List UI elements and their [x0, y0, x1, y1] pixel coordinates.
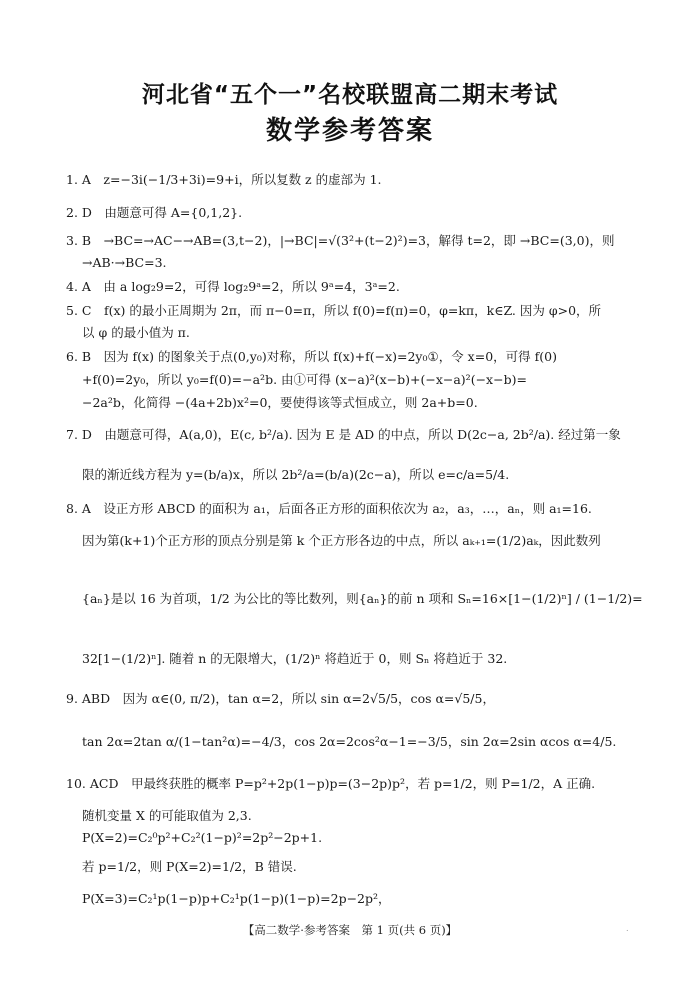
answer-line: 10. ACD 甲最终获胜的概率 P=p²+2p(1−p)p=(3−2p)p²，若 p=1/2，则 P=1/2，A 正确. [66, 776, 596, 791]
answer-line: 1. A z=−3i(−1/3+3i)=9+i，所以复数 z 的虚部为 1. [66, 172, 382, 187]
answer-line: →AB·→BC=3. [82, 255, 167, 270]
answer-line: 4. A 由 a log₂9=2，可得 log₂9ᵃ=2，所以 9ᵃ=4，3ᵃ=2. [66, 279, 400, 294]
answer-line: 5. C f(x) 的最小正周期为 2π，而 π−0=π，所以 f(0)=f(π)=0，φ=kπ，k∈Z. 因为 φ>0，所 [66, 303, 602, 318]
answer-line: 7. D 由题意可得，A(a,0)，E(c, b²/a). 因为 E 是 AD 的中点，所以 D(2c−a, 2b²/a). 经过第一象 [66, 427, 621, 442]
answer-line: tan 2α=2tan α/(1−tan²α)=−4/3，cos 2α=2cos²α−1=−3/5，sin 2α=2sin αcos α=4/5. [82, 734, 617, 749]
answer-line: +f(0)=2y₀，所以 y₀=f(0)=−a²b. 由①可得 (x−a)²(x−b)+(−x−a)²(−x−b)= [82, 372, 527, 387]
answer-line: 6. B 因为 f(x) 的图象关于点(0,y₀)对称，所以 f(x)+f(−x)=2y₀①，令 x=0，可得 f(0) [66, 349, 557, 364]
answer-line: P(X=3)=C₂¹p(1−p)p+C₂¹p(1−p)(1−p)=2p−2p²， [82, 891, 391, 906]
answer-line: P(X=2)=C₂⁰p²+C₂²(1−p)²=2p²−2p+1. [82, 830, 323, 845]
answer-line: {aₙ}是以 16 为首项，1/2 为公比的等比数列，则{aₙ}的前 n 项和 Sₙ=16×[1−(1/2)ⁿ] / (1−1/2)= [82, 591, 643, 606]
answer-line: 随机变量 X 的可能取值为 2,3. [82, 808, 252, 823]
answer-line: 限的渐近线方程为 y=(b/a)x，所以 2b²/a=(b/a)(2c−a)，所以 e=c/a=5/4. [82, 467, 510, 482]
answer-line: −2a²b，化简得 −(4a+2b)x²=0，要使得该等式恒成立，则 2a+b=0. [82, 395, 478, 410]
answer-line: 9. ABD 因为 α∈(0, π/2)，tan α=2，所以 sin α=2√5/5，cos α=√5/5， [66, 691, 495, 706]
answer-line: 以 φ 的最小值为 π. [82, 325, 190, 340]
answer-line: 32[1−(1/2)ⁿ]. 随着 n 的无限增大，(1/2)ⁿ 将趋近于 0，则 Sₙ 将趋近于 32. [82, 651, 508, 666]
answer-line: 8. A 设正方形 ABCD 的面积为 a₁，后面各正方形的面积依次为 a₂，a₃，…，aₙ，则 a₁=16. [66, 501, 592, 516]
corner-mark: . [626, 924, 629, 933]
answer-line: 2. D 由题意可得 A={0,1,2}. [66, 205, 243, 220]
page-footer: 【高二数学·参考答案 第 1 页(共 6 页)】 [242, 923, 458, 937]
exam-title: 河北省“五个一”名校联盟高二期末考试 [141, 82, 559, 108]
answer-line: 若 p=1/2，则 P(X=2)=1/2，B 错误. [82, 859, 297, 874]
answer-line: 因为第(k+1)个正方形的顶点分别是第 k 个正方形各边的中点，所以 aₖ₊₁=(1/2)aₖ，因此数列 [82, 533, 601, 548]
answer-title: 数学参考答案 [265, 116, 434, 146]
answer-line: 3. B →BC=→AC−→AB=(3,t−2)，|→BC|=√(3²+(t−2)²)=3，解得 t=2，即 →BC=(3,0)，则 [66, 233, 615, 248]
